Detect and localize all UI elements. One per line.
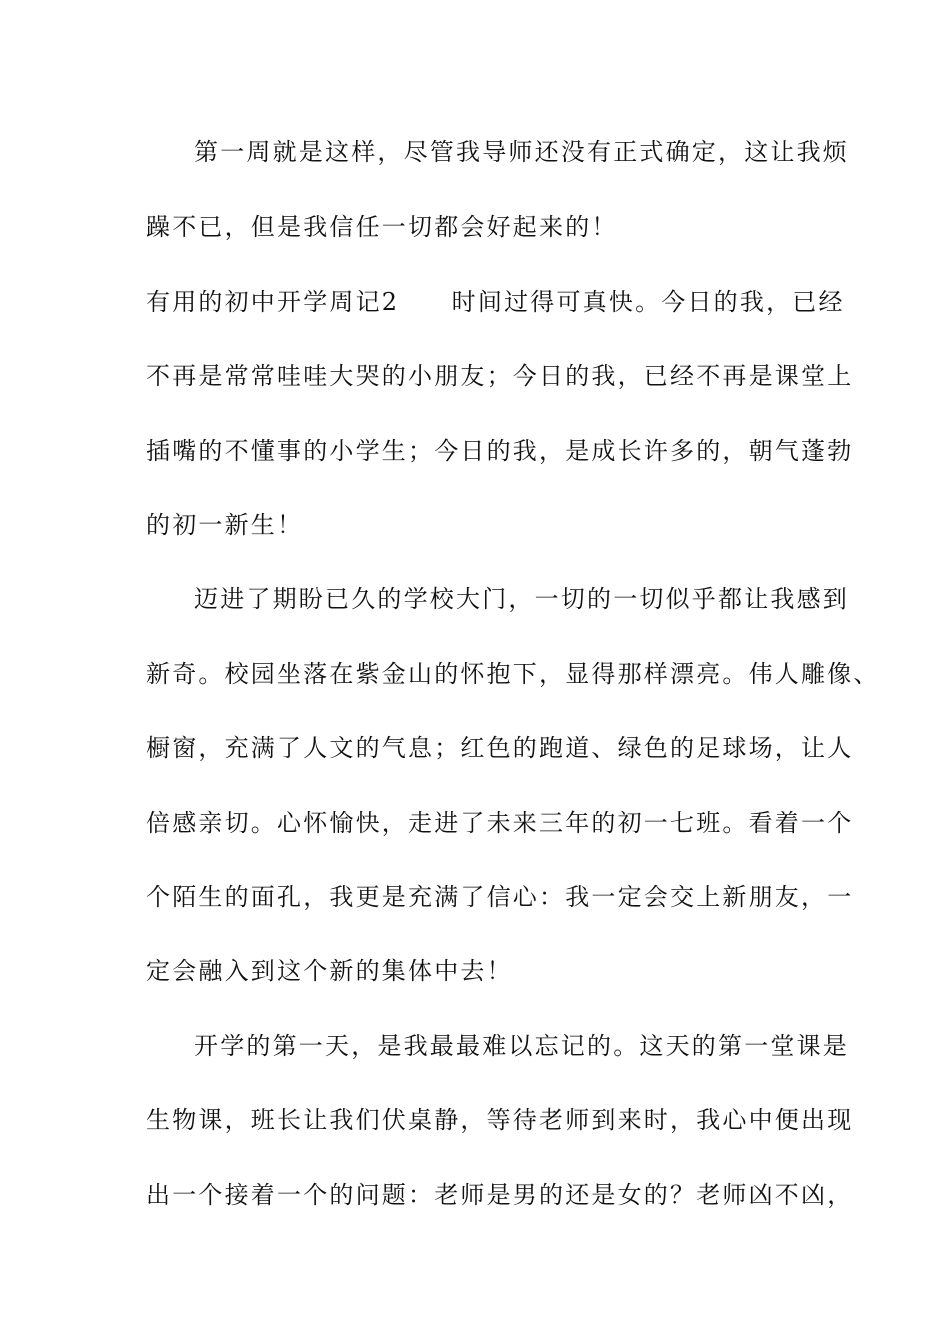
text-line: 躁不已，但是我信任一切都会好起来的！	[146, 213, 618, 241]
text-line: 有用的初中开学周记2 时间过得可真快。今日的我，已经	[146, 288, 845, 316]
text-line: 插嘴的不懂事的小学生；今日的我，是成长许多的，朝气蓬勃	[146, 437, 854, 465]
text-line: 定会融入到这个新的集体中去！	[146, 957, 513, 985]
text-line: 第一周就是这样，尽管我导师还没有正式确定，这让我烦	[194, 138, 849, 166]
text-line: 个陌生的面孔，我更是充满了信心：我一定会交上新朋友，一	[146, 883, 854, 911]
text-line: 新奇。校园坐落在紫金山的怀抱下，显得那样漂亮。伟人雕像、	[146, 660, 880, 688]
text-line: 不再是常常哇哇大哭的小朋友；今日的我，已经不再是课堂上	[146, 362, 854, 390]
text-line: 的初一新生！	[146, 511, 304, 539]
text-line: 开学的第一天，是我最最难以忘记的。这天的第一堂课是	[194, 1032, 849, 1060]
text-line: 迈进了期盼已久的学校大门，一切的一切似乎都让我感到	[194, 585, 849, 613]
text-line: 出一个接着一个的问题：老师是男的还是女的？老师凶不凶，	[146, 1181, 854, 1209]
text-line: 生物课，班长让我们伏桌静，等待老师到来时，我心中便出现	[146, 1106, 854, 1134]
text-line: 倍感亲切。心怀愉快，走进了未来三年的初一七班。看着一个	[146, 809, 854, 837]
text-line: 橱窗，充满了人文的气息；红色的跑道、绿色的足球场，让人	[146, 734, 854, 762]
